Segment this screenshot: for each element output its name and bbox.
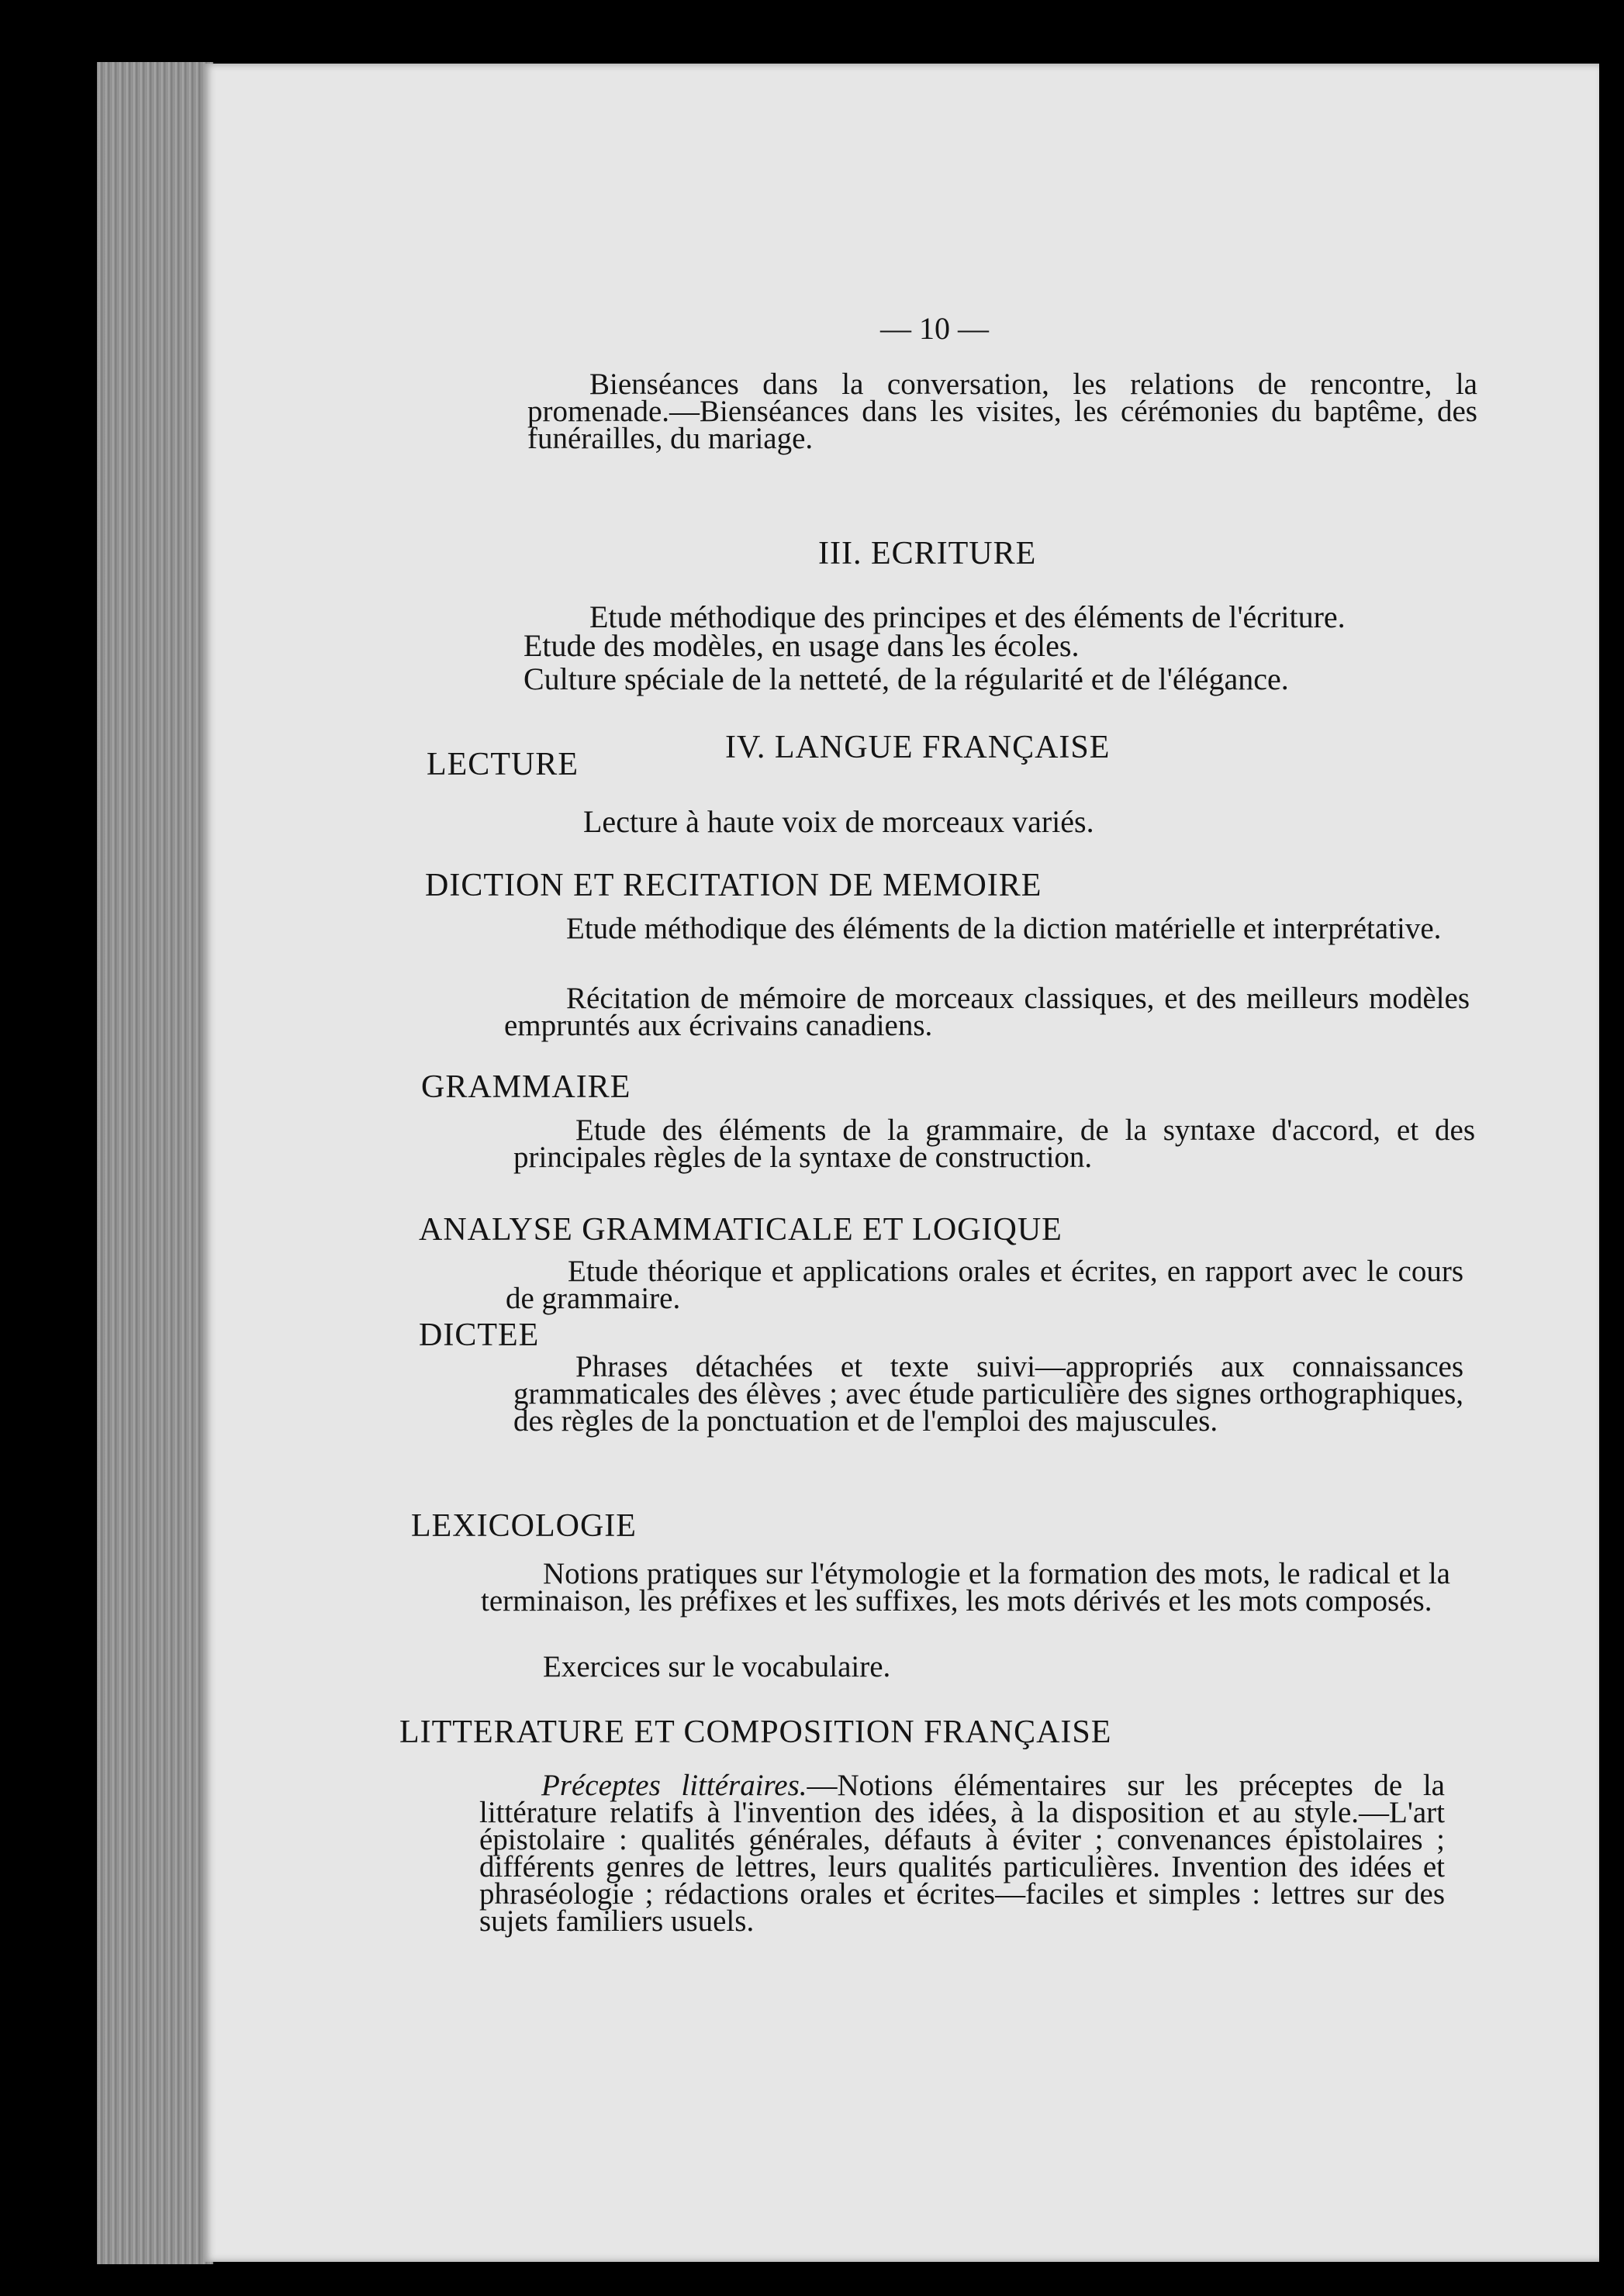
intro-paragraph: Bienséances dans la conversation, les relations de rencontre, la promenade.—Bienséances dans les visites, les cérémonies du baptême, des funérailles, du mariage. <box>527 368 1477 455</box>
grammaire-heading: GRAMMAIRE <box>421 1069 631 1105</box>
lexicologie-heading: LEXICOLOGIE <box>411 1508 637 1544</box>
lexicologie-paragraph-1: Notions pratiques sur l'étymologie et la formation des mots, le radical et la terminaison, les préfixes et les suffixes, les mots dérivés et les mots composés. <box>481 1557 1450 1618</box>
analyse-heading: ANALYSE GRAMMATICALE ET LOGIQUE <box>419 1212 1063 1248</box>
page-number: — 10 — <box>880 311 989 346</box>
lexicologie-paragraph-2: Exercices sur le vocabulaire. <box>543 1650 891 1683</box>
litterature-text: —Notions élémentaires sur les préceptes de la littérature relatifs à l'invention des idées, à la disposition et au style.—L'art épistolaire : qualités générales, défauts à éviter ; convenances épistolaires ; différents genres de lettres, leurs qualités particulières. Invention des idées et phraséologie ; rédactions orales et écrites—faciles et simples : lettres sur des sujets familiers usuels. <box>479 1769 1445 1938</box>
diction-paragraph-1: Etude méthodique des éléments de la diction matérielle et interprétative. <box>566 912 1442 945</box>
dictee-paragraph: Phrases détachées et texte suivi—appropriés aux connaissances grammaticales des élèves ; avec étude particulière des signes orthographiques, des règles de la ponctuation et de l'emploi des majuscules. <box>513 1350 1463 1438</box>
diction-paragraph-2: Récitation de mémoire de morceaux classiques, et des meilleurs modèles empruntés aux écrivains canadiens. <box>504 982 1470 1042</box>
lecture-text: Lecture à haute voix de morceaux variés. <box>583 804 1094 839</box>
section-iii-title: III. ECRITURE <box>818 536 1037 571</box>
ecriture-line-3: Culture spéciale de la netteté, de la régularité et de l'élégance. <box>523 661 1289 696</box>
page-stack-edge <box>97 62 213 2264</box>
litterature-heading: LITTERATURE ET COMPOSITION FRANÇAISE <box>399 1714 1112 1750</box>
ecriture-line-2: Etude des modèles, en usage dans les écoles. <box>523 628 1080 663</box>
dictee-heading: DICTEE <box>419 1317 540 1353</box>
ecriture-line-1: Etude méthodique des principes et des éléments de l'écriture. <box>589 599 1346 634</box>
grammaire-paragraph: Etude des éléments de la grammaire, de la syntaxe d'accord, et des principales règles de la syntaxe de construction. <box>513 1113 1475 1174</box>
lecture-heading: LECTURE <box>427 747 579 782</box>
analyse-paragraph: Etude théorique et applications orales et écrites, en rapport avec le cours de grammaire. <box>506 1255 1463 1315</box>
preceptes-lead: Préceptes littéraires. <box>541 1769 807 1802</box>
section-iv-title: IV. LANGUE FRANÇAISE <box>725 730 1111 765</box>
litterature-paragraph <box>479 1769 1445 1938</box>
diction-heading: DICTION ET RECITATION DE MEMOIRE <box>425 868 1042 903</box>
